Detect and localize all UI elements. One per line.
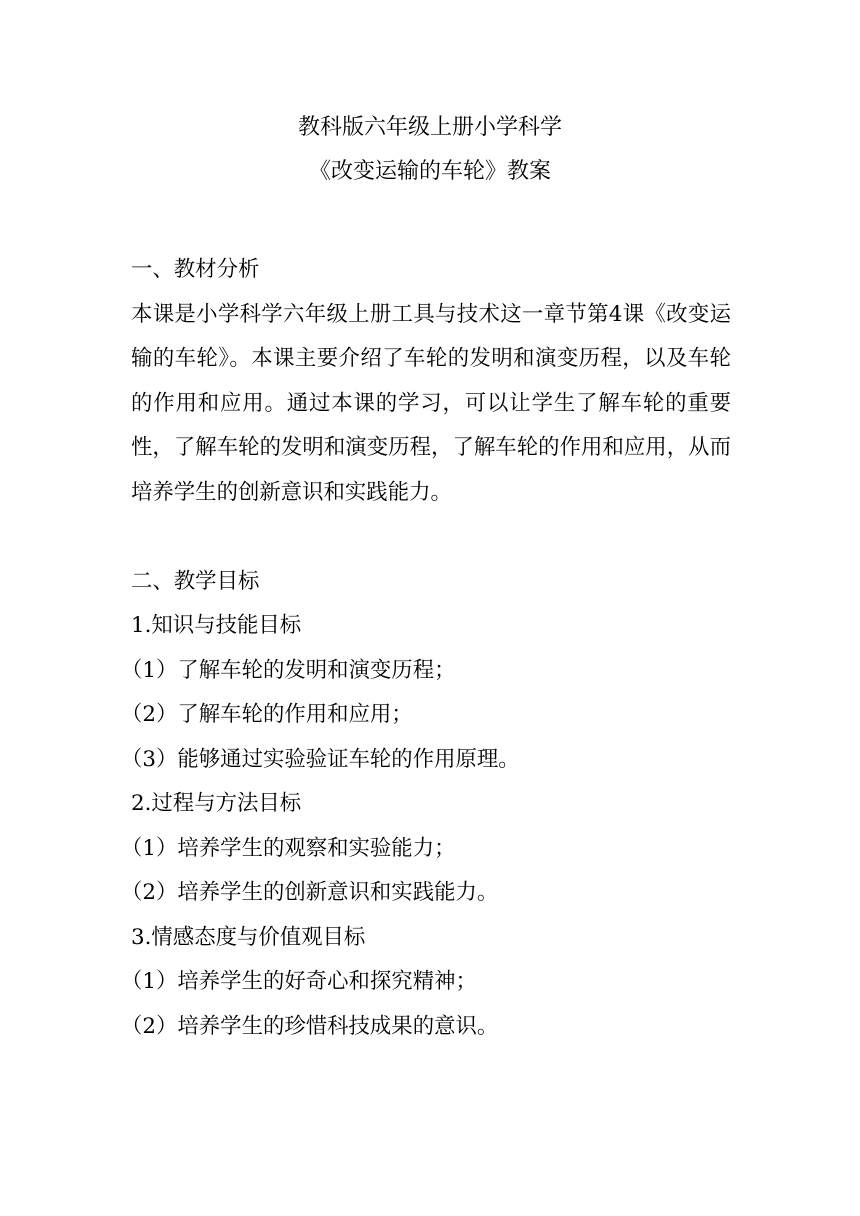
- goal-item: （2）培养学生的珍惜科技成果的意识。: [121, 1013, 499, 1039]
- analysis-paragraph: 本课是小学科学六年级上册工具与技术这一章节第4课《改变运输的车轮》。本课主要介绍了车轮的发明和演变历程，以及车轮的作用和应用。通过本课的学习，可以让学生了解车轮的重要性，了解车轮的发明和演变历程，了解车轮的作用和应用，从而培养学生的创新意识和实践能力。: [131, 301, 731, 505]
- goal-item: （2）了解车轮的作用和应用；: [121, 702, 413, 727]
- goal-item: （1）了解车轮的发明和演变历程；: [121, 657, 456, 683]
- goal-title-attitude: 3.情感态度与价值观目标: [131, 924, 366, 950]
- goal-title-knowledge: 1.知识与技能目标: [131, 613, 302, 638]
- document-title: 教科版六年级上册小学科学: [297, 115, 562, 140]
- goal-item: （1）培养学生的好奇心和探究精神；: [121, 969, 477, 994]
- blank-line: [131, 515, 731, 560]
- goal-item: （2）培养学生的创新意识和实践能力。: [121, 880, 499, 905]
- document-subtitle: 《改变运输的车轮》教案: [308, 159, 551, 184]
- section-heading-goals: 二、教学目标: [131, 568, 260, 594]
- section-heading-analysis: 一、教材分析: [131, 257, 260, 282]
- goal-item: （3）能够通过实验验证车轮的作用原理。: [121, 746, 520, 772]
- goal-item: （1）培养学生的观察和实验能力；: [121, 835, 456, 861]
- document-body: [121, 248, 731, 1049]
- goal-title-process: 2.过程与方法目标: [131, 791, 302, 816]
